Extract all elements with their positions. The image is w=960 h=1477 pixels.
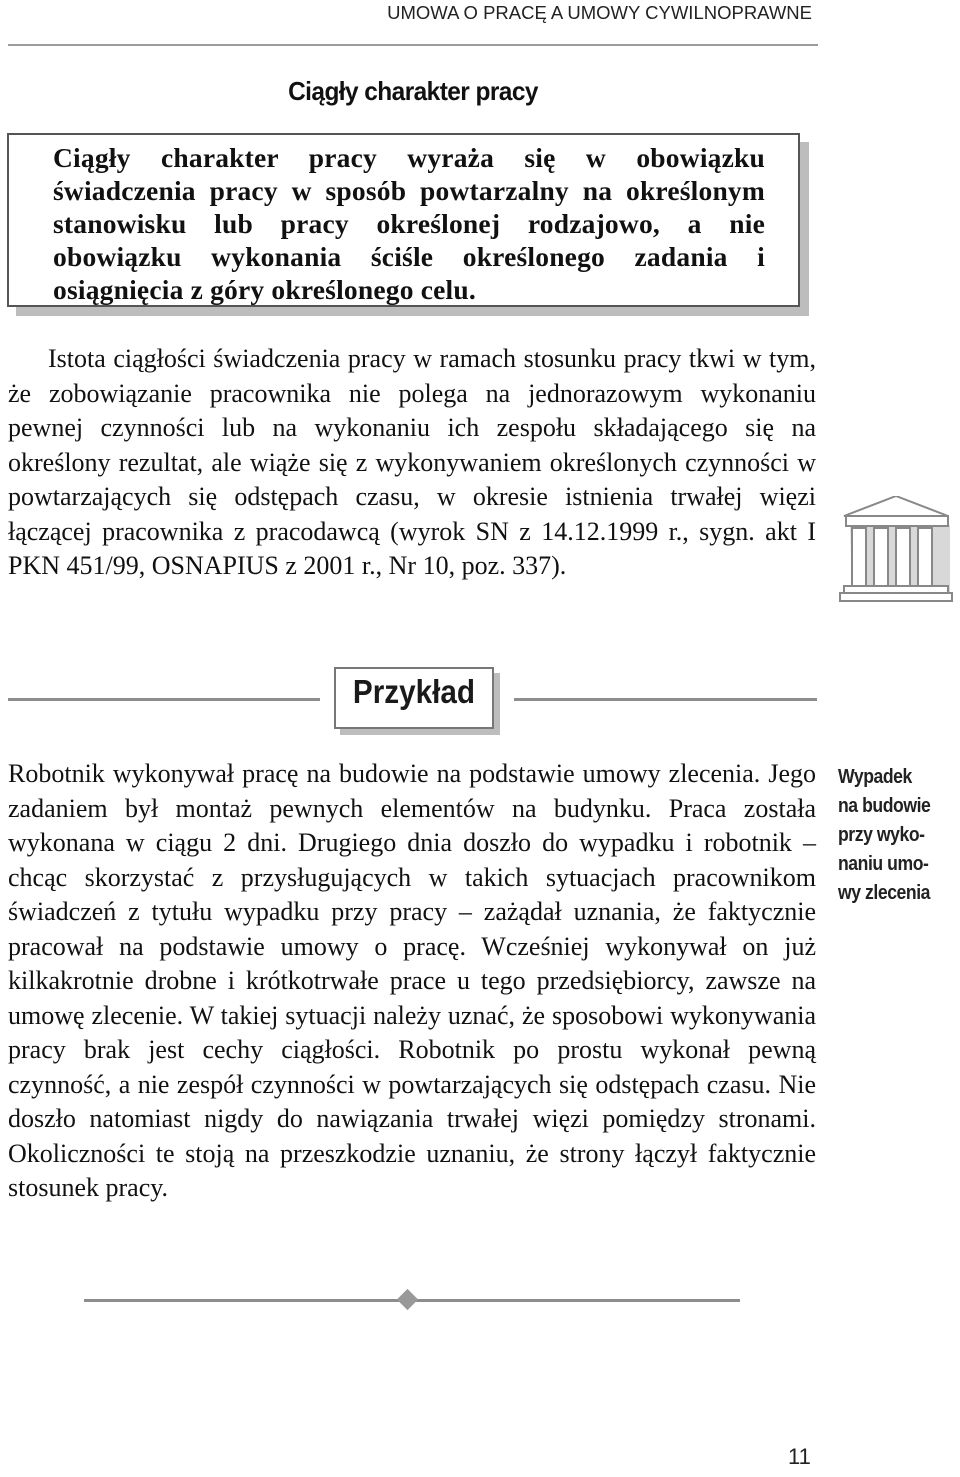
- margin-note-line: Wypadek: [838, 766, 912, 788]
- margin-note-line: na budowie: [838, 795, 931, 817]
- page-number: 11: [788, 1444, 811, 1469]
- running-head: UMOWA O PRACĘ A UMOWY CYWILNOPRAWNE: [387, 2, 812, 23]
- diamond-ornament-icon: [397, 1289, 418, 1310]
- section-title: Ciągły charakter pracy: [288, 76, 538, 106]
- definition-text: Ciągły charakter pracy wyraża się w obowiązku świadczenia pracy w sposób powtarzalny na określonym stanowisku lub pracy określonej rodzajowo, a nie obowiązku wykonania ściśle określonego zadania i osiągnięcia z góry określonego celu.: [53, 142, 765, 305]
- example-divider-left: [8, 698, 320, 701]
- paragraph-court-ruling: Istota ciągłości świadczenia pracy w ramach stosunku pracy tkwi w tym, że zobowiązanie pracownika nie polega na jednorazowym wykonaniu pewnej czynności lub na wykonaniu ich zespołu składającego się na określony rezultat, ale wiąże się z wykonywaniem określonych czynności w powtarzających się odstępach czasu, w okresie istnienia trwałej więzi łączącej pracownika z pracodawcą (wyrok SN z 14.12.1999 r., sygn. akt I PKN 451/99, OSNAPIUS z 2001 r., Nr 10, poz. 337).: [8, 344, 816, 580]
- court-building-icon: [838, 496, 956, 604]
- margin-note: [838, 763, 960, 908]
- margin-note-line: naniu umo-: [838, 853, 929, 875]
- example-label: Przykład: [352, 673, 476, 710]
- example-divider-right: [514, 698, 817, 701]
- header-rule: [8, 44, 818, 46]
- example-paragraph: Robotnik wykonywał pracę na budowie na podstawie umowy zlecenia. Jego zadaniem był montaż pewnych elementów na budynku. Praca została wykonana w ciągu 2 dni. Drugiego dnia doszło do wypadku i robotnik – chcąc skorzystać z przysługujących w takich sytuacjach pracownikom świadczeń z tytułu wypadku przy pracy – zażądał uznania, że faktycznie pracował na podstawie umowy o pracę. Wcześniej wykonywał on już kilkakrotnie drobne i krótkotrwałe prace u tego przedsiębiorcy, zawsze na umowę zlecenie. W takiej sytuacji należy uznać, że sposobowi wykonywania pracy brak jest cechy ciągłości. Robotnik po prostu wykonał pewną czynność, a nie zespół czynności w powtarzających się odstępach czasu. Nie doszło natomiast nigdy do nawiązania trwałej więzi pomiędzy stronami. Okoliczności te stoją na przeszkodzie uznaniu, że strony łączył faktycznie stosunek pracy.: [8, 759, 816, 1202]
- margin-note-line: wy zlecenia: [838, 882, 931, 904]
- margin-note-line: przy wyko-: [838, 824, 925, 846]
